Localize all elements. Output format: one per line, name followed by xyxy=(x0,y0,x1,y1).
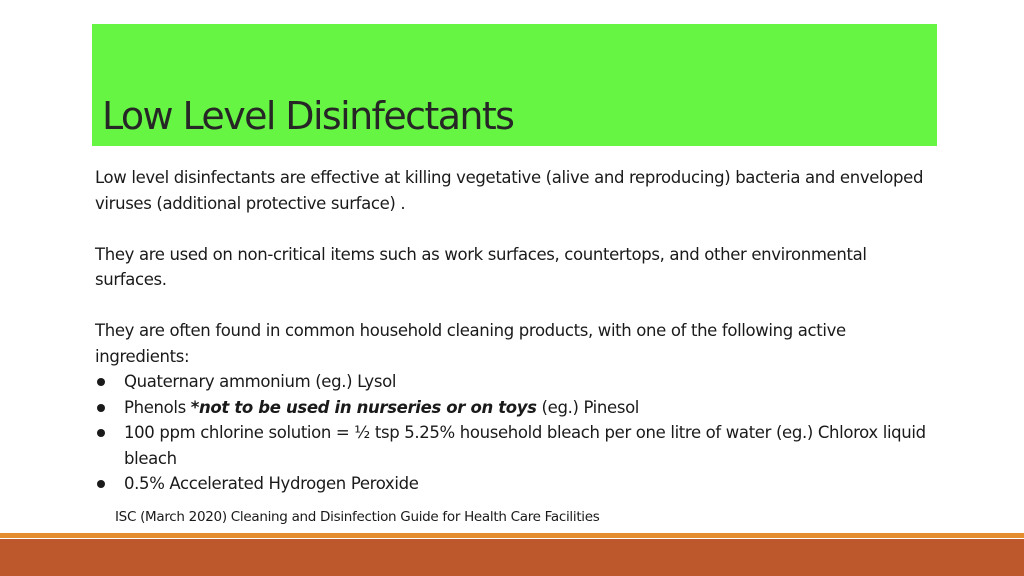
list-item-text: 100 ppm chlorine solution = ½ tsp 5.25% household bleach per one litre of water (eg.) Chlorox liquid bleach xyxy=(124,423,926,468)
slide-title: Low Level Disinfectants xyxy=(102,94,514,138)
bullet-icon xyxy=(97,404,105,412)
bullet-icon xyxy=(97,378,105,386)
list-item xyxy=(95,471,935,497)
list-item xyxy=(95,369,935,395)
paragraph-ingredients: They are often found in common household cleaning products, with one of the following active ingredients: xyxy=(95,321,846,366)
list-item-text: 0.5% Accelerated Hydrogen Peroxide xyxy=(124,474,419,493)
paragraph-usage: They are used on non-critical items such as work surfaces, countertops, and other environmental surfaces. xyxy=(95,244,867,289)
list-item xyxy=(95,420,935,471)
spacer xyxy=(95,293,935,319)
bullet-icon xyxy=(97,480,105,488)
slide-body xyxy=(95,165,935,497)
list-item-text-post: (eg.) Pinesol xyxy=(536,397,640,417)
title-banner xyxy=(92,24,937,146)
footer-band-light xyxy=(0,533,1024,538)
list-item xyxy=(95,395,935,421)
spacer xyxy=(95,216,935,242)
list-item-warning: *not to be used in nurseries or on toys xyxy=(190,397,537,417)
paragraph-intro: Low level disinfectants are effective at killing vegetative (alive and reproducing) bacteria and enveloped viruses (additional protective surface) . xyxy=(95,168,924,213)
source-citation: ISC (March 2020) Cleaning and Disinfection Guide for Health Care Facilities xyxy=(115,509,600,525)
list-item-text: Quaternary ammonium (eg.) Lysol xyxy=(124,372,397,391)
list-item-text-pre: Phenols xyxy=(124,397,191,417)
footer-band-dark xyxy=(0,539,1024,576)
bullet-icon xyxy=(97,429,105,437)
ingredient-list xyxy=(95,369,935,497)
